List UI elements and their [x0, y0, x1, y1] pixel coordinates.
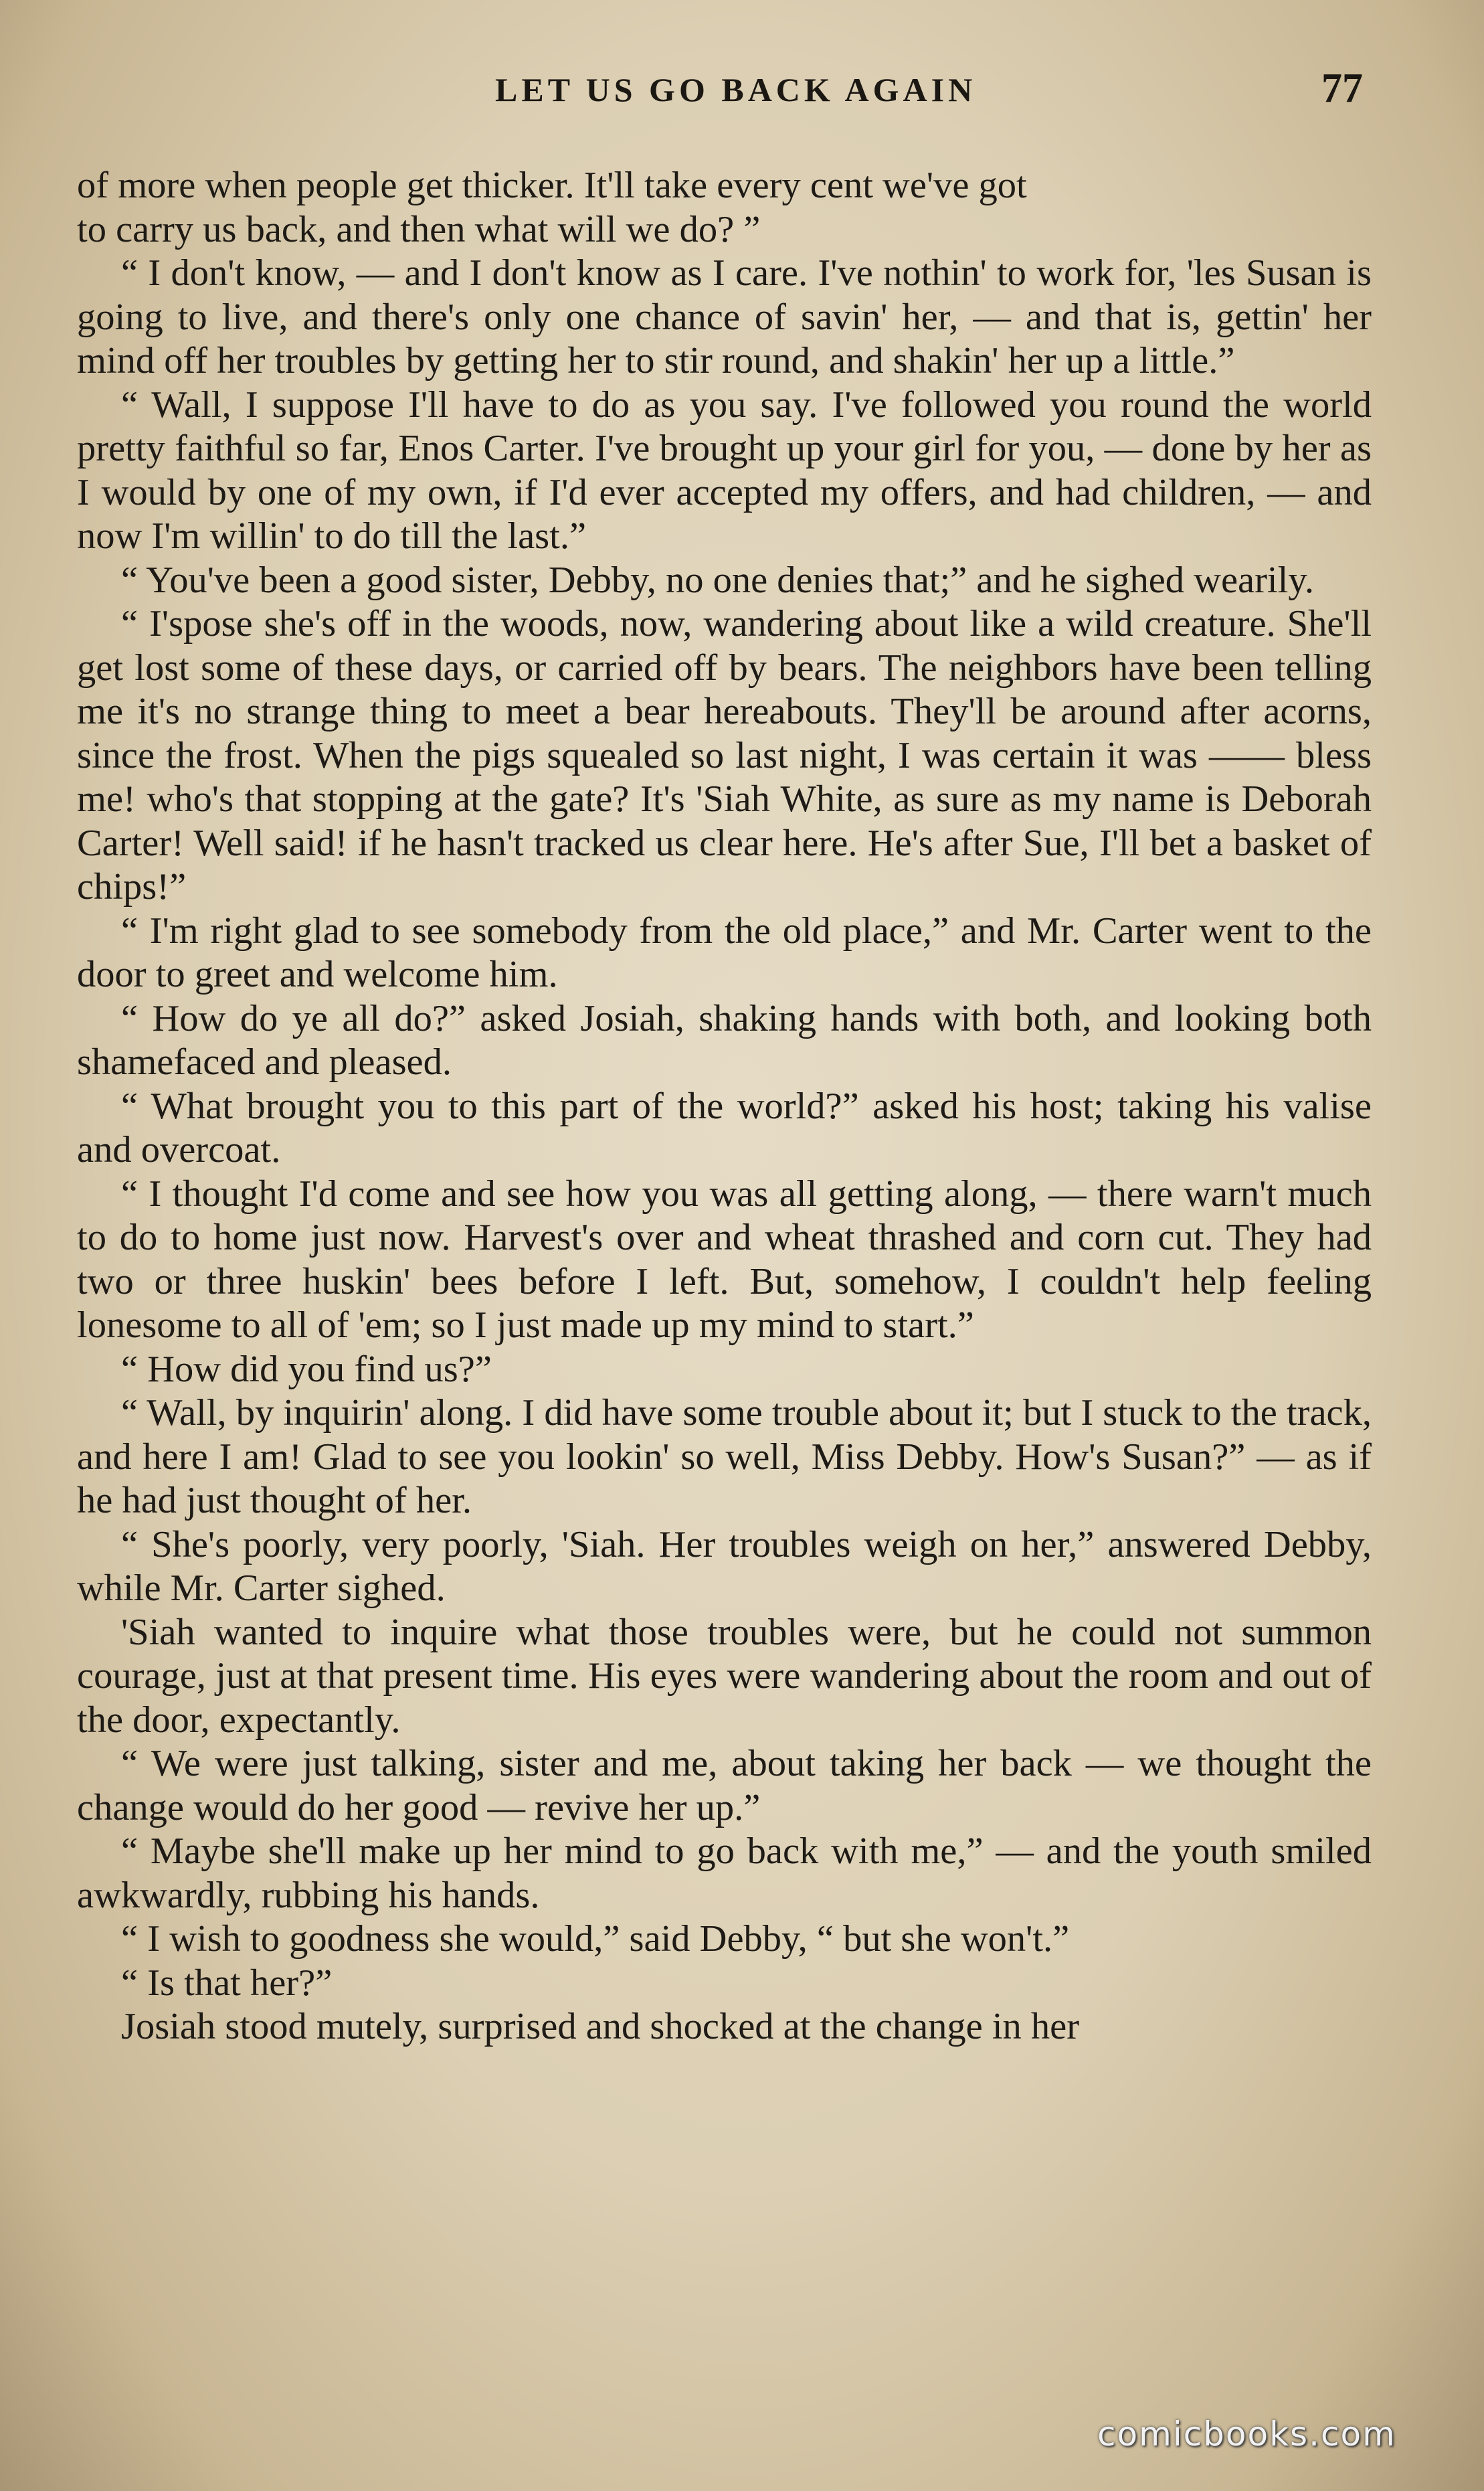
paragraph: of more when people get thicker. It'll take every cent we've got to carry us back, and then what will we do? ” — [77, 165, 1027, 250]
paragraph: “ I'spose she's off in the woods, now, wandering about like a wild creature. She'll get lost some of these days, or carried off by bears. The neighbors have been telling me it's no strange thing to meet a bear hereabouts. They'll be around after acorns, since the frost. When the pigs squealed so last night, I was certain it was —— bless me! who's that stopping at the gate? It's 'Siah White, as sure as my name is Deborah Carter! Well said! if he hasn't tracked us clear here. He's after Sue, I'll bet a basket of chips!” — [77, 603, 1372, 908]
paragraph: “ Maybe she'll make up her mind to go back with me,” — and the youth smiled awkwardly, rubbing his hands. — [77, 1830, 1372, 1916]
page-header — [0, 66, 1484, 124]
paragraph: “ Is that her?” — [121, 1962, 333, 2004]
paragraph: “ I wish to goodness she would,” said Debby, “ but she won't.” — [121, 1918, 1070, 1960]
paragraph: “ Wall, by inquirin' along. I did have some trouble about it; but I stuck to the track, and here I am! Glad to see you lookin' so well, Miss Debby. How's Susan?” — as if he had just thought of her. — [77, 1392, 1372, 1521]
paragraph: “ Wall, I suppose I'll have to do as you say. I've followed you round the world pretty faithful so far, Enos Carter. I've brought up your girl for you, — done by her as I would by one of my own, if I'd ever accepted my offers, and had children, — and now I'm willin' to do till the last.” — [77, 383, 1372, 557]
paragraph: 'Siah wanted to inquire what those troubles were, but he could not summon courage, just at that present time. His eyes were wandering about the room and out of the door, expectantly. — [77, 1611, 1372, 1741]
paragraph: “ We were just talking, sister and me, about taking her back — we thought the change would do her good — revive her up.” — [77, 1743, 1372, 1828]
paragraph: “ I don't know, — and I don't know as I care. I've nothin' to work for, 'les Susan is going to live, and there's only one chance of savin' her, — and that is, gettin' her mind off her troubles by getting her to stir round, and shakin' her up a little.” — [77, 252, 1372, 381]
paragraph: “ I thought I'd come and see how you was all getting along, — there warn't much to do to home just now. Harvest's over and wheat thrashed and corn cut. They had two or three huskin' bees before I left. But, somehow, I couldn't help feeling lonesome to all of 'em; so I just made up my mind to start.” — [77, 1173, 1372, 1346]
paragraph: “ How did you find us?” — [121, 1348, 492, 1390]
page-number: 77 — [1321, 66, 1363, 111]
watermark: comicbooks.com — [1097, 2415, 1396, 2454]
paragraph: “ What brought you to this part of the world?” asked his host; taking his valise and overcoat. — [77, 1085, 1372, 1171]
paragraph: “ I'm right glad to see somebody from the old place,” and Mr. Carter went to the door to greet and welcome him. — [77, 910, 1372, 995]
body-text — [77, 164, 1372, 2049]
paragraph: “ She's poorly, very poorly, 'Siah. Her troubles weigh on her,” answered Debby, while Mr. Carter sighed. — [77, 1523, 1372, 1609]
paragraph: “ You've been a good sister, Debby, no one denies that;” and he sighed wearily. — [121, 559, 1315, 601]
paragraph: “ How do ye all do?” asked Josiah, shaking hands with both, and looking both shamefaced and pleased. — [77, 997, 1372, 1083]
running-head: LET US GO BACK AGAIN — [495, 71, 977, 108]
paragraph: Josiah stood mutely, surprised and shocked at the change in her — [121, 2006, 1080, 2047]
